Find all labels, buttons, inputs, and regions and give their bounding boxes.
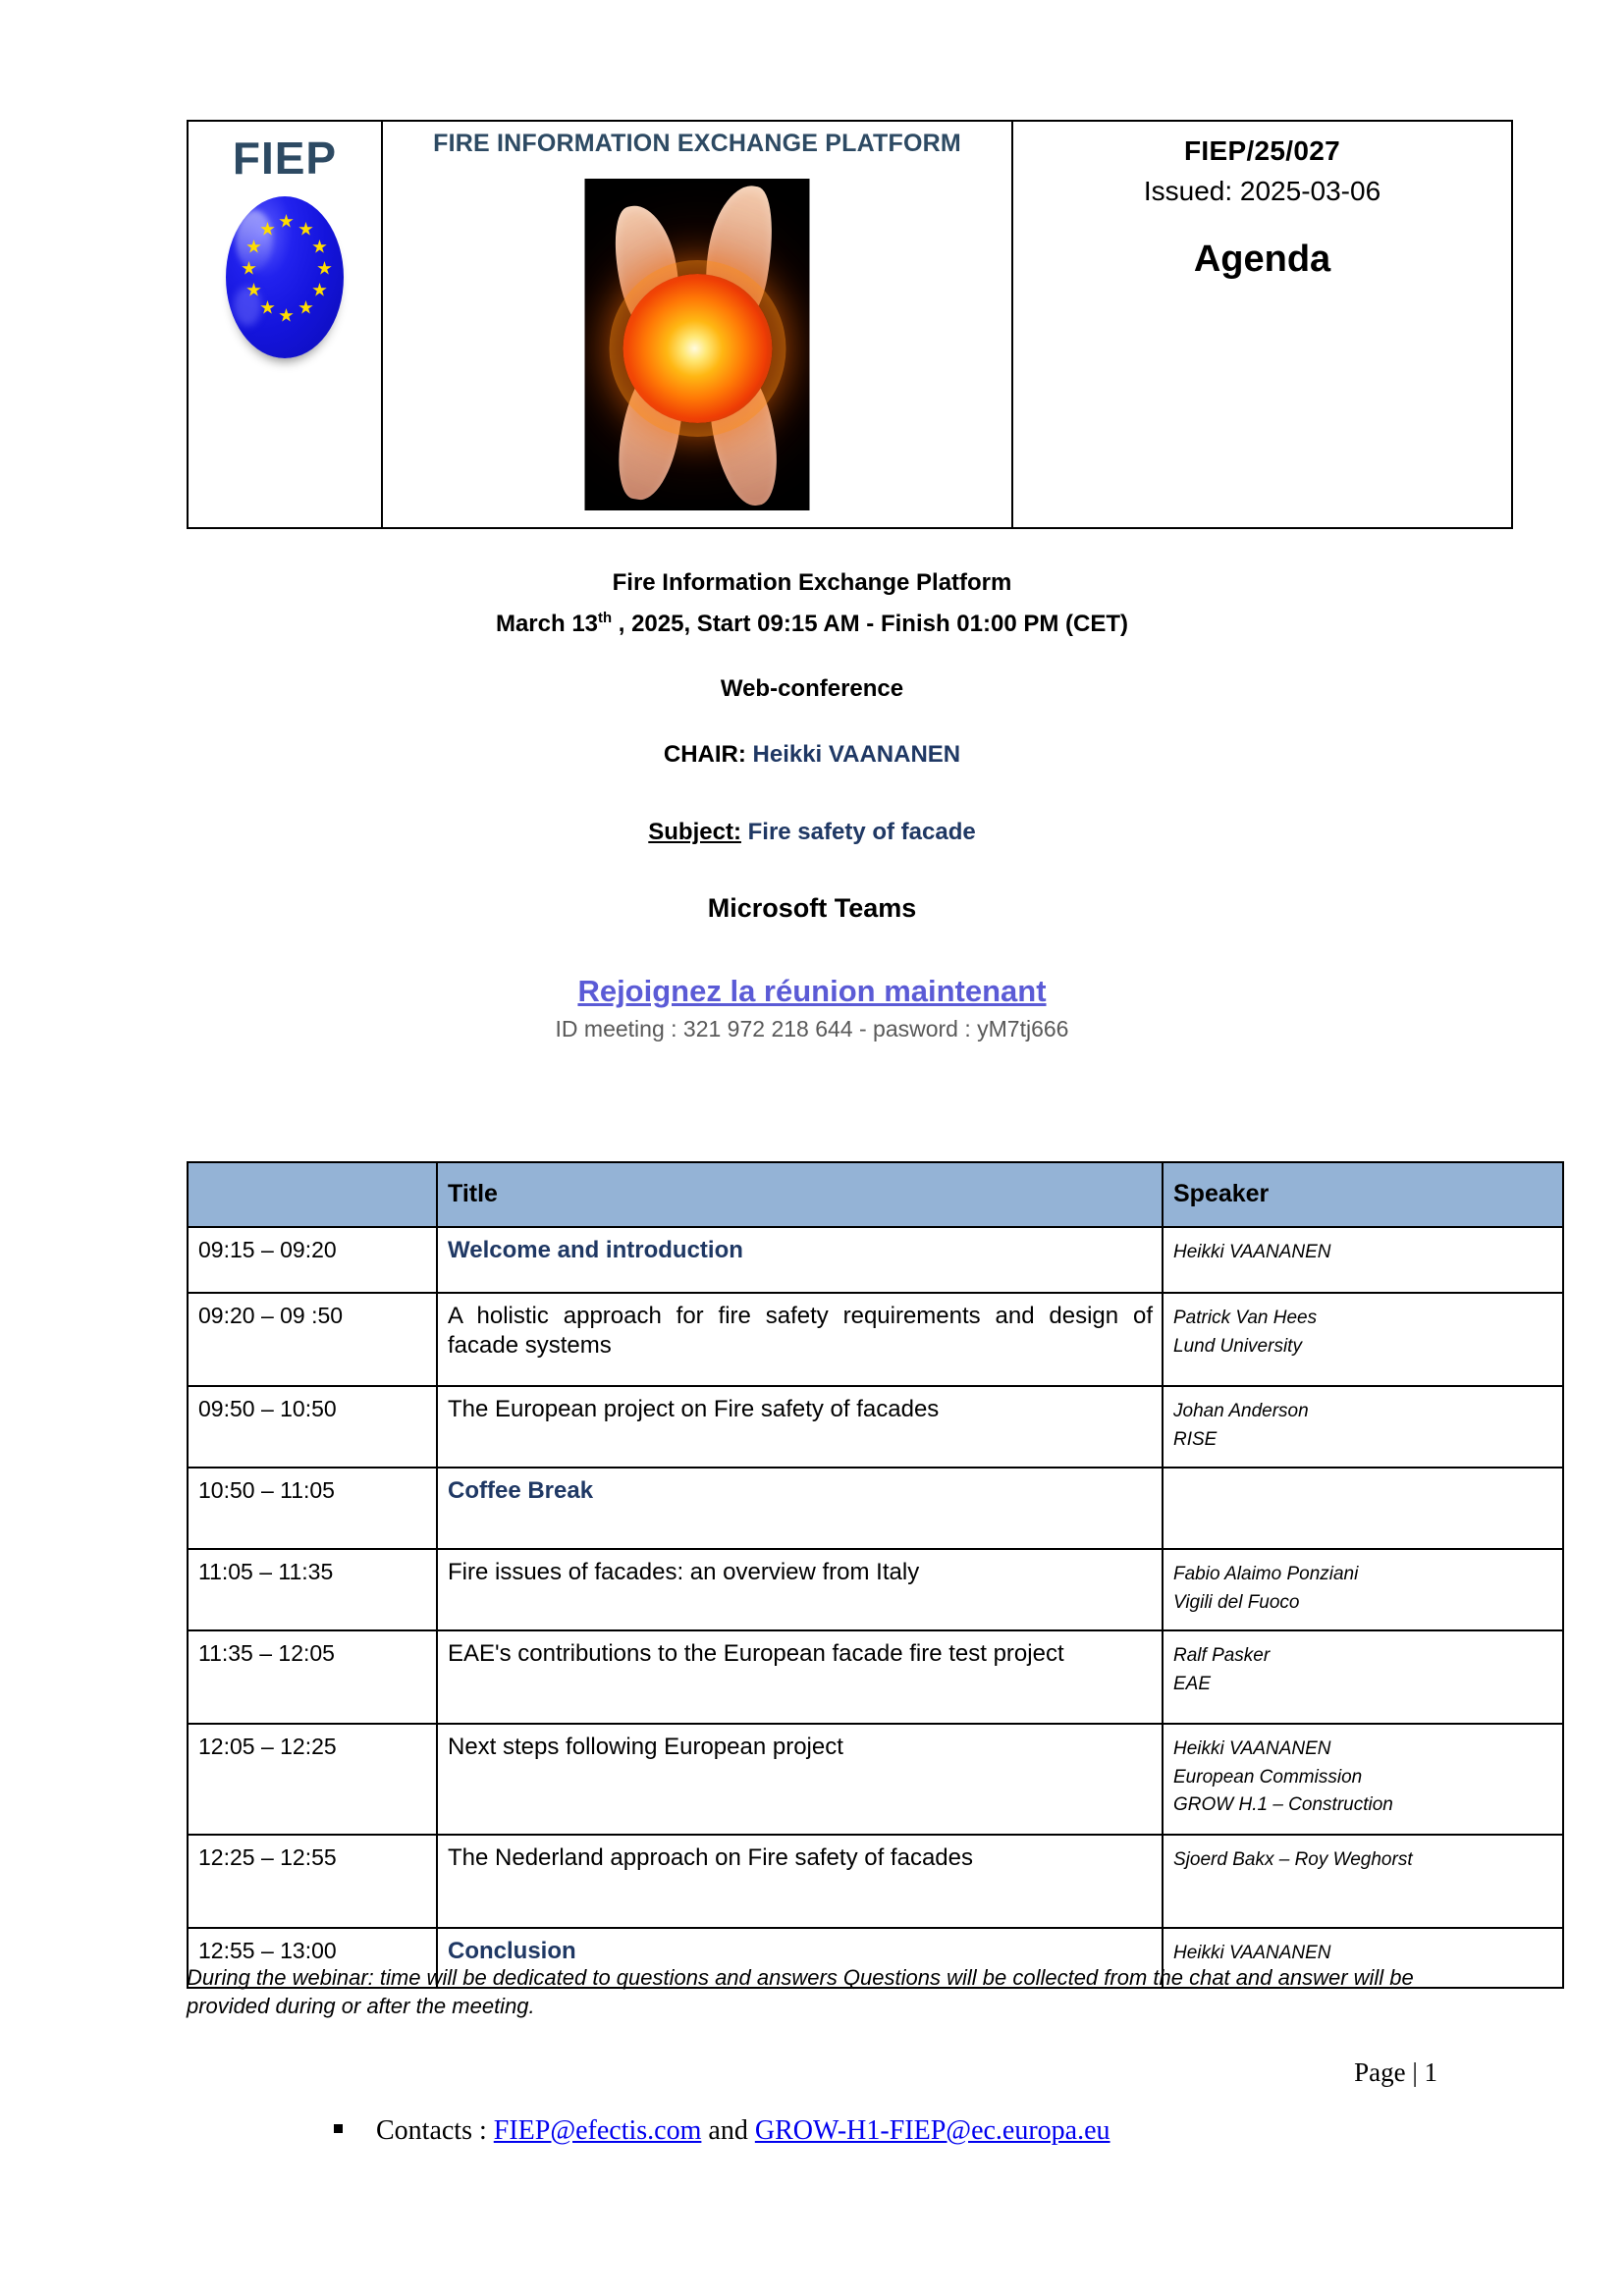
agenda-time: 12:05 – 12:25 (188, 1724, 437, 1835)
agenda-time: 10:50 – 11:05 (188, 1468, 437, 1549)
agenda-title: Welcome and introduction (437, 1227, 1163, 1293)
agenda-speaker: Fabio Alaimo Ponziani Vigili del Fuoco (1163, 1549, 1563, 1630)
subject-label: Subject: (648, 818, 741, 845)
agenda-speaker: Sjoerd Bakx – Roy Weghorst (1163, 1835, 1563, 1928)
column-header-speaker: Speaker (1163, 1162, 1563, 1227)
agenda-title: A holistic approach for fire safety requirements and design of facade systems (437, 1293, 1163, 1386)
fire-hands-image (585, 179, 810, 510)
document-issued-date: Issued: 2025-03-06 (1143, 176, 1381, 206)
contacts-label: Contacts : (376, 2115, 494, 2146)
page-number: Page | 1 (1354, 2057, 1437, 2087)
meeting-date-prefix: March 13 (495, 610, 599, 637)
agenda-time: 11:35 – 12:05 (188, 1630, 437, 1724)
meeting-title: Fire Information Exchange Platform (612, 569, 1012, 596)
table-row (188, 1630, 1563, 1724)
meeting-chair (0, 739, 1624, 771)
contacts-text (376, 2115, 1110, 2147)
agenda-speaker (1163, 1468, 1563, 1549)
agenda-title: Next steps following European project (437, 1724, 1163, 1835)
contacts-row (334, 2115, 1414, 2147)
contact-email-link-2[interactable]: GROW-H1-FIEP@ec.europa.eu (754, 2115, 1110, 2146)
header-title-cell (382, 121, 1012, 528)
document-reference: FIEP/25/027 (1184, 135, 1340, 166)
meeting-date-suffix: , 2025, Start 09:15 AM - Finish 01:00 PM (CET) (612, 610, 1129, 637)
agenda-time: 12:25 – 12:55 (188, 1835, 437, 1928)
meeting-subject (0, 817, 1624, 848)
agenda-time: 09:20 – 09 :50 (188, 1293, 437, 1386)
agenda-time: 11:05 – 11:35 (188, 1549, 437, 1630)
agenda-title: Conclusion (437, 1928, 1163, 1988)
agenda-header-row (188, 1162, 1563, 1227)
fireball (623, 274, 772, 423)
table-row (188, 1293, 1563, 1386)
chair-name: Heikki VAANANEN (752, 741, 961, 769)
fiep-wordmark: FIEP (232, 133, 338, 184)
table-row (188, 1227, 1563, 1293)
agenda-title: Fire issues of facades: an overview from Italy (437, 1549, 1163, 1630)
agenda-speaker: Johan Anderson RISE (1163, 1386, 1563, 1468)
contact-email-link-1[interactable]: FIEP@efectis.com (493, 2115, 702, 2146)
header-meta-cell (1012, 121, 1512, 528)
contacts-conjunction: and (701, 2115, 755, 2146)
globe-highlight (236, 210, 273, 271)
column-header-title: Title (437, 1162, 1163, 1227)
globe-highlight-secondary (234, 287, 261, 326)
document-header-table (187, 120, 1513, 529)
agenda-speaker: Ralf Pasker EAE (1163, 1630, 1563, 1724)
table-row (188, 1386, 1563, 1468)
agenda-title: EAE's contributions to the European facade fire test project (437, 1630, 1163, 1724)
join-meeting-link[interactable]: Rejoignez la réunion maintenant (577, 973, 1047, 1008)
meeting-datetime (0, 609, 1624, 640)
agenda-speaker: Patrick Van Hees Lund University (1163, 1293, 1563, 1386)
fiep-logo (189, 122, 381, 513)
table-row (188, 1724, 1563, 1835)
agenda-speaker: Heikki VAANANEN European Commission GROW H.1 – Construction (1163, 1724, 1563, 1835)
agenda-title: Coffee Break (437, 1468, 1163, 1549)
agenda-time: 09:50 – 10:50 (188, 1386, 437, 1468)
bullet-square-icon (334, 2124, 343, 2133)
subject-value: Fire safety of facade (740, 818, 976, 845)
agenda-speaker: Heikki VAANANEN (1163, 1227, 1563, 1293)
meeting-format: Web-conference (720, 675, 904, 703)
agenda-table (187, 1161, 1564, 1989)
agenda-time: 09:15 – 09:20 (188, 1227, 437, 1293)
meeting-info-block (0, 567, 1624, 1042)
agenda-time: 12:55 – 13:00 (188, 1928, 437, 1988)
chair-label: CHAIR: (663, 741, 753, 769)
meeting-platform: Microsoft Teams (707, 893, 917, 924)
header-logo-cell (188, 121, 382, 528)
column-header-time (188, 1162, 437, 1227)
table-row (188, 1549, 1563, 1630)
agenda-title: The European project on Fire safety of facades (437, 1386, 1163, 1468)
platform-title: FIRE INFORMATION EXCHANGE PLATFORM (433, 130, 961, 157)
meeting-date-ordinal: th (598, 610, 613, 626)
agenda-title: The Nederland approach on Fire safety of facades (437, 1835, 1163, 1928)
eu-flag-globe-icon (226, 196, 344, 358)
document-type: Agenda (1193, 239, 1331, 280)
agenda-speaker: Heikki VAANANEN (1163, 1928, 1563, 1988)
table-row (188, 1835, 1563, 1928)
meeting-id-password: ID meeting : 321 972 218 644 - pasword : yM7tj666 (555, 1015, 1069, 1041)
table-row (188, 1468, 1563, 1549)
webinar-note: During the webinar: time will be dedicated to questions and answers Questions will be collected from the chat and answer will be provided during or after the meeting. (187, 1965, 1414, 2019)
